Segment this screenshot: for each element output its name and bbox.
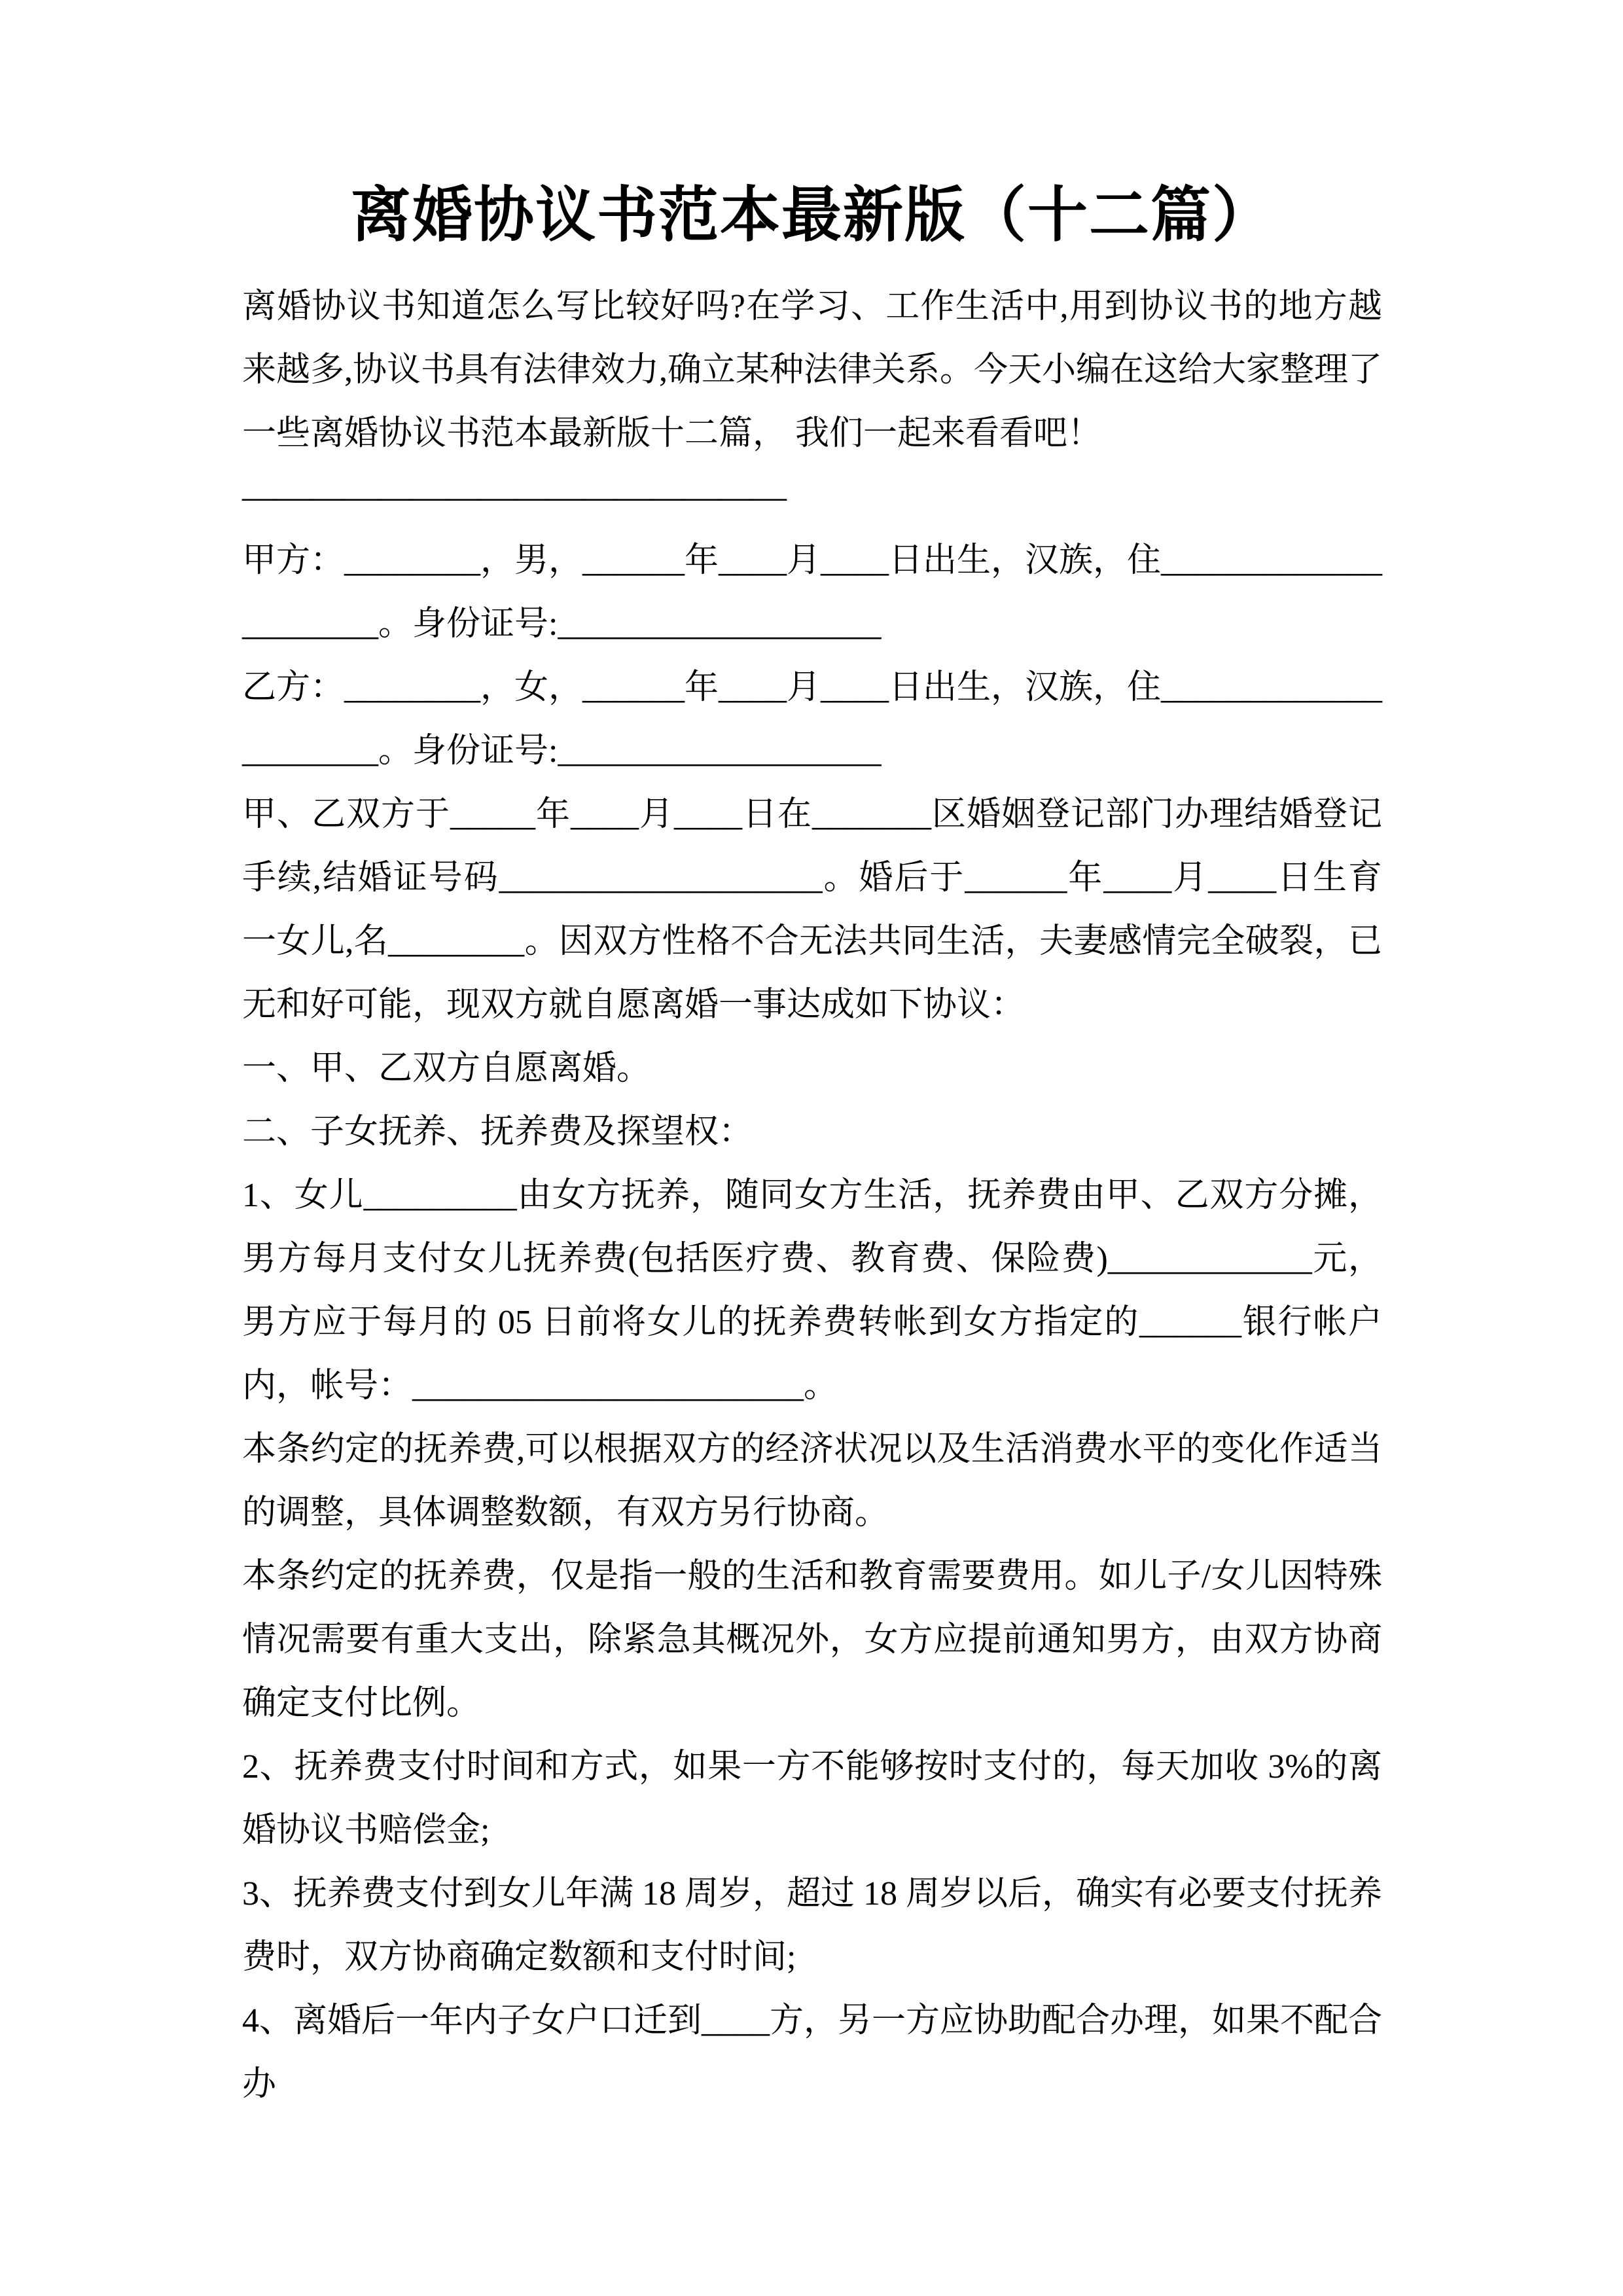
party-b-line: 乙方：________，女，______年____月____日出生，汉族，住_____________________。身份证号:___________________ [242,668,1383,770]
marriage-registration-paragraph: 甲、乙双方于_____年____月____日在_______区婚姻登记部门办理结婚登记手续,结婚证号码___________________。婚后于______年____月____日生育一女儿,名________。因双方性格不合无法共同生活，夫妻感情完全破裂，已无和好可能，现双方就自愿离婚一事达成如下协议： [242,795,1382,1024]
document-title: 离婚协议书范本最新版（十二篇） [350,182,1274,249]
clause-two-heading-line: 二、子女抚养、抚养费及探望权： [242,1113,753,1151]
item-4-household-registration-paragraph: 4、离婚后一年内子女户口迁到____方，另一方应协助配合办理，如果不配合办 [242,2001,1383,2103]
divider-dashes: ———————————————— [242,478,787,516]
clause-one-line: 一、甲、乙双方自愿离婚。 [242,1049,651,1087]
party-a-line: 甲方：________，男，______年____月____日出生，汉族，住_____________________。身份证号:___________________ [242,541,1383,643]
item-3-payment-age-paragraph: 3、抚养费支付到女儿年满 18 周岁，超过 18 周岁以后，确实有必要支付抚养费时，双方协商确定数额和支付时间; [242,1874,1383,1976]
item-2-payment-time-paragraph: 2、抚养费支付时间和方式，如果一方不能够按时支付的，每天加收 3%的离婚协议书赔偿金; [242,1748,1382,1849]
item-1-custody-paragraph: 1、女儿_________由女方抚养，随同女方生活，抚养费由甲、乙双方分摊，男方每月支付女儿抚养费(包括医疗费、教育费、保险费)____________元，男方应于每月的 05 日前将女儿的抚养费转帐到女方指定的______银行帐户内，帐号：_______________________。 [242,1176,1382,1405]
support-fee-adjustment-paragraph: 本条约定的抚养费,可以根据双方的经济状况以及生活消费水平的变化作适当的调整，具体调整数额，有双方另行协商。 [242,1430,1382,1532]
intro-paragraph: 离婚协议书知道怎么写比较好吗?在学习、工作生活中,用到协议书的地方越来越多,协议书具有法律效力,确立某种法律关系。今天小编在这给大家整理了一些离婚协议书范本最新版十二篇， 我们一起来看看吧！ [242,287,1383,452]
support-fee-scope-paragraph: 本条约定的抚养费，仅是指一般的生活和教育需要费用。如儿子/女儿因特殊情况需要有重大支出，除紧急其概况外，女方应提前通知男方，由双方协商确定支付比例。 [242,1557,1382,1722]
